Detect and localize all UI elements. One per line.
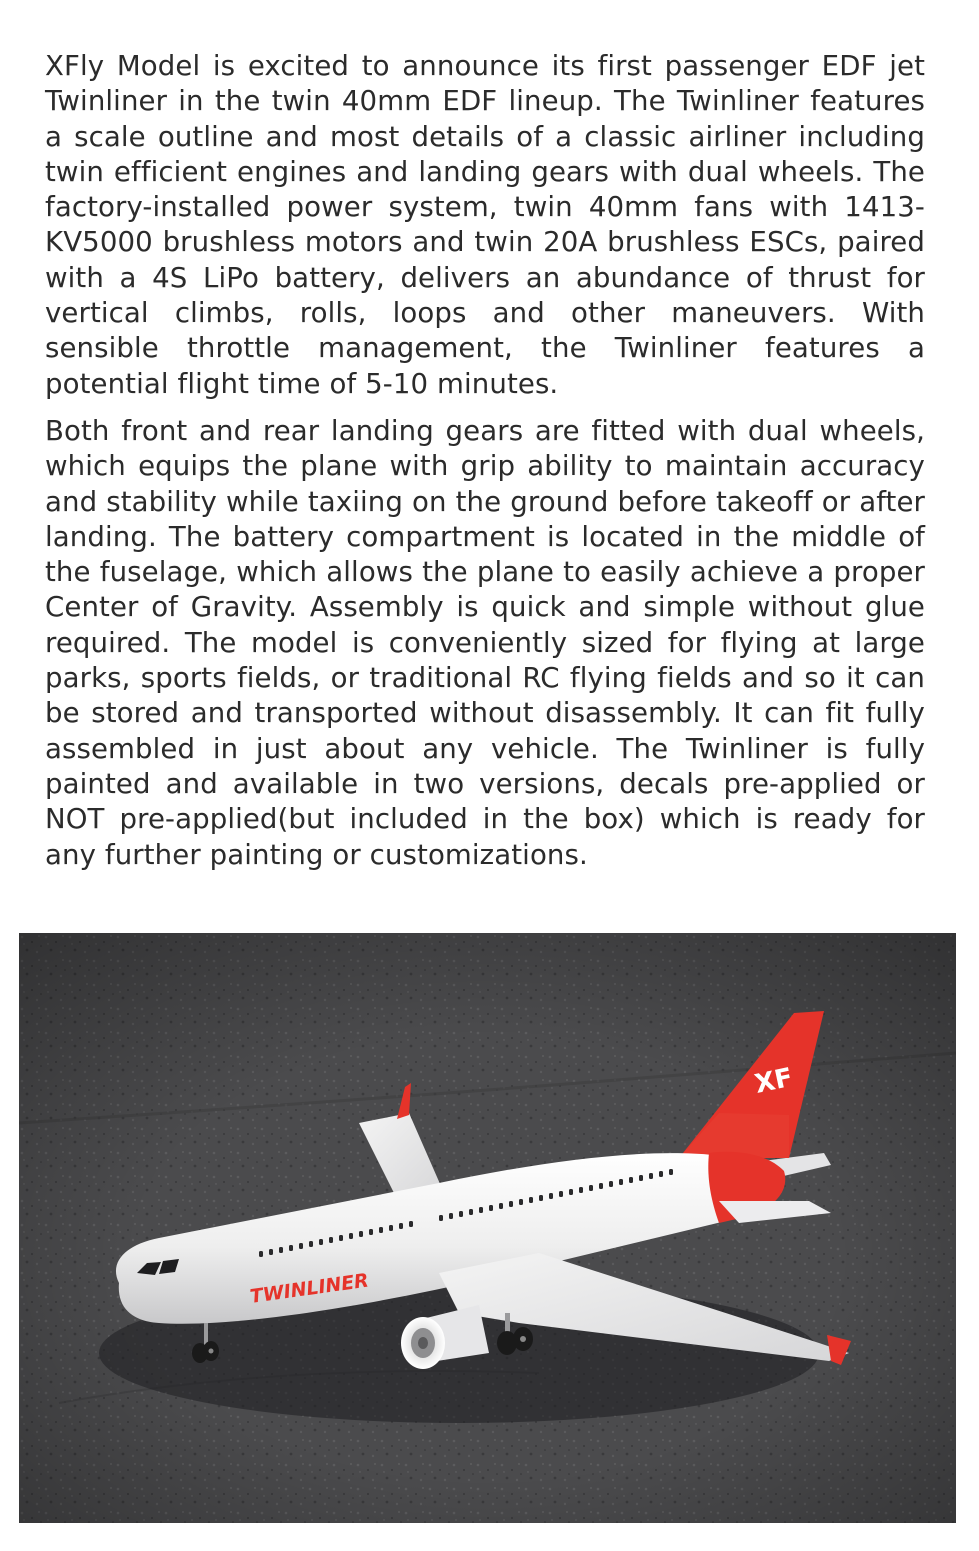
description-paragraph-2: Both front and rear landing gears are fitted with dual wheels, which equips the plane with grip ability to maintain accuracy and stability while taxiing on the ground before takeoff or after landing. The battery compartment is located in the middle of the fuselage, which allows the plane to easily achieve a proper Center of Gravity. Assembly is quick and simple without glue required. The model is conveniently sized for flying at large parks, sports fields, or traditional RC flying fields and so it can be stored and transported without disassembly. It can fit fully assembled in just about any vehicle. The Twinliner is fully painted and available in two versions, decals pre-applied or NOT pre-applied(but included in the box) which is ready for any further painting or customizations. xyxy=(45,413,925,871)
description-paragraph-1: XFly Model is excited to announce its first passenger EDF jet Twinliner in the twin 40mm EDF lineup. The Twinliner features a scale outline and most details of a classic airliner including twin efficient engines and landing gears with dual wheels. The factory-installed power system, twin 40mm fans with 1413-KV5000 brushless motors and twin 20A brushless ESCs, paired with a 4S LiPo battery, delivers an abundance of thrust for vertical climbs, rolls, loops and other maneuvers. With sensible throttle management, the Twinliner features a potential flight time of 5-10 minutes. xyxy=(45,49,925,400)
livery-text: TWINLINER xyxy=(248,1269,371,1308)
product-description xyxy=(45,48,925,884)
svg-text:XF: XF xyxy=(752,1062,796,1100)
twinliner-product-photo xyxy=(19,933,956,1523)
